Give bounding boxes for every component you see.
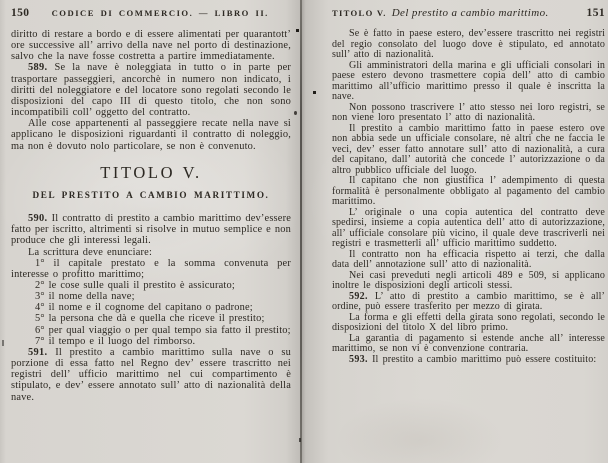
right-page-body bbox=[332, 29, 605, 365]
article-number: 589. bbox=[28, 62, 55, 74]
left-page bbox=[0, 0, 300, 463]
paragraph: Nei casi preveduti negli articoli 489 e 509, si applicano inoltre le disposizioni degli articoli stessi. bbox=[332, 269, 605, 291]
page-gutter bbox=[300, 0, 302, 463]
paragraph: La forma e gli effetti della girata sono regolati, secondo le disposizioni del titolo X del libro primo. bbox=[332, 311, 605, 333]
left-page-number: 150 bbox=[11, 7, 30, 19]
paragraph: Se è fatto in paese estero, dev’essere trascritto nei registri del regio consolato del luogo dove è stipulato, ed annotato sull’ atto di nazionalità. bbox=[332, 28, 605, 60]
paragraph: Non possono trascrivere l’ atto stesso nei loro registri, se non viene loro presentato l’ atto di nazionalità. bbox=[332, 101, 605, 123]
paragraph: Alle cose appartenenti al passeggiere recate nella nave si applicano le disposizioni riguardanti il contratto di noleggio, ma non è dovuto nolo particolare, se non è convenuto. bbox=[11, 118, 291, 152]
paragraph: Il prestito a cambio marittimo fatto in paese estero ove non abbia sede un ufficiale consolare, nè altri che ne faccia le veci, dev’ esser fatto annotare sull’ atto di nazionalità, a cura del capitano, dall’ autorità che concede l’ autorizzazione o da altro pubblico ufficiale del luogo. bbox=[332, 122, 605, 176]
section-subtitle: DEL PRESTITO A CAMBIO MARITTIMO. bbox=[32, 189, 270, 200]
article-number: 592. bbox=[349, 290, 375, 302]
enumerated-item: 4° il nome e il cognome del capitano o padrone; bbox=[35, 302, 253, 314]
right-page bbox=[303, 0, 608, 463]
section-title: TITOLO V. bbox=[100, 162, 202, 182]
scan-speck bbox=[296, 29, 299, 32]
paragraph: La scrittura deve enunciare: bbox=[28, 246, 153, 258]
article-number: 590. bbox=[28, 213, 52, 225]
right-running-title-prefix: TITOLO V. bbox=[332, 8, 387, 18]
article-paragraph: 590. Il contratto di prestito a cambio marittimo dev’essere fatto per iscritto, altrimenti si risolve in mutuo semplice e non produce che gli interessi legali. bbox=[11, 213, 291, 247]
article-paragraph: 591. Il prestito a cambio marittimo sulla nave o su porzione di essa fatto nel Regno dev’ essere trascritto nei registri dell’ ufficio marittimo nel cui compartimento è stipulato, e dev’ essere annotato sull’ atto di nazionalità della nave. bbox=[11, 346, 291, 403]
article-paragraph: 589. Se la nave è noleggiata in tutto o in parte per trasportare passeggieri, ancorchè in numero non indicato, i diritti del noleggiatore e del locatore sono regolati secondo le disposizioni del capo III di questo titolo, che non sono incompatibili coll’ oggetto del contratto. bbox=[11, 62, 291, 119]
enumerated-item: 3° il nome della nave; bbox=[35, 291, 135, 303]
article-number: 591. bbox=[28, 346, 56, 358]
paragraph: Gli amministratori della marina e gli ufficiali consolari in paese estero devono trasmettere copia dell’ atto di cambio marittimo all’ufficio marittimo presso il quale è inscritta la nave. bbox=[332, 59, 605, 102]
paragraph: Il contratto non ha efficacia rispetto ai terzi, che dalla data dell’ annotazione sull’ atto di nazionalità. bbox=[332, 248, 605, 270]
enumerated-item: 7° il tempo e il luogo del rimborso. bbox=[35, 335, 196, 347]
scan-speck bbox=[2, 340, 4, 346]
paragraph: diritto di restare a bordo e di essere alimentati per quarantott’ ore successive all’ arrivo della nave nel porto di destinazione, salvo che la nave fosse costretta a partire immediatamente. bbox=[11, 29, 291, 63]
scan-speck bbox=[313, 91, 316, 94]
right-page-number: 151 bbox=[586, 7, 605, 19]
article-paragraph: 592. L’ atto di prestito a cambio marittimo, se è all’ ordine, può essere trasferito per mezzo di girata. bbox=[332, 290, 606, 312]
left-running-head bbox=[11, 7, 291, 19]
scan-speck bbox=[294, 111, 297, 115]
paragraph: L’ originale o una copia autentica del contratto deve spedirsi, insieme a copia autentica dell’ atto di autorizzazione, all’ ufficiale consolare più vicino, il quale deve trascriverli nei registri e trasmetterli all’ ufficio marittimo suddetto. bbox=[332, 206, 605, 249]
paragraph: Il capitano che non giustifica l’ adempimento di questa formalità è personalmente obbligato al pagamento del cambio marittimo. bbox=[332, 175, 605, 207]
left-page-body bbox=[11, 29, 291, 403]
enumerated-item: 2° le cose sulle quali il prestito è assicurato; bbox=[35, 279, 235, 291]
article-number: 593. bbox=[349, 353, 373, 365]
enumerated-item: 5° la persona che dà e quella che riceve il prestito; bbox=[35, 313, 265, 325]
right-running-head bbox=[332, 7, 605, 19]
enumerated-item: 6° per qual viaggio o per qual tempo sia fatto il prestito; bbox=[35, 324, 291, 336]
article-paragraph: 593. Il prestito a cambio marittimo può essere costituito: bbox=[349, 353, 597, 365]
paragraph: La garantìa di pagamento si estende anche all’ interesse marittimo, se non vi è convenzione contraria. bbox=[332, 332, 605, 354]
scan-speck bbox=[299, 438, 301, 442]
enumerated-item: 1° il capitale prestato e la somma convenuta per interesse o profitto marittimo; bbox=[11, 257, 291, 280]
left-running-title: CODICE DI COMMERCIO. — LIBRO II. bbox=[51, 8, 269, 18]
right-running-title: Del prestito a cambio marittimo. bbox=[391, 7, 549, 19]
